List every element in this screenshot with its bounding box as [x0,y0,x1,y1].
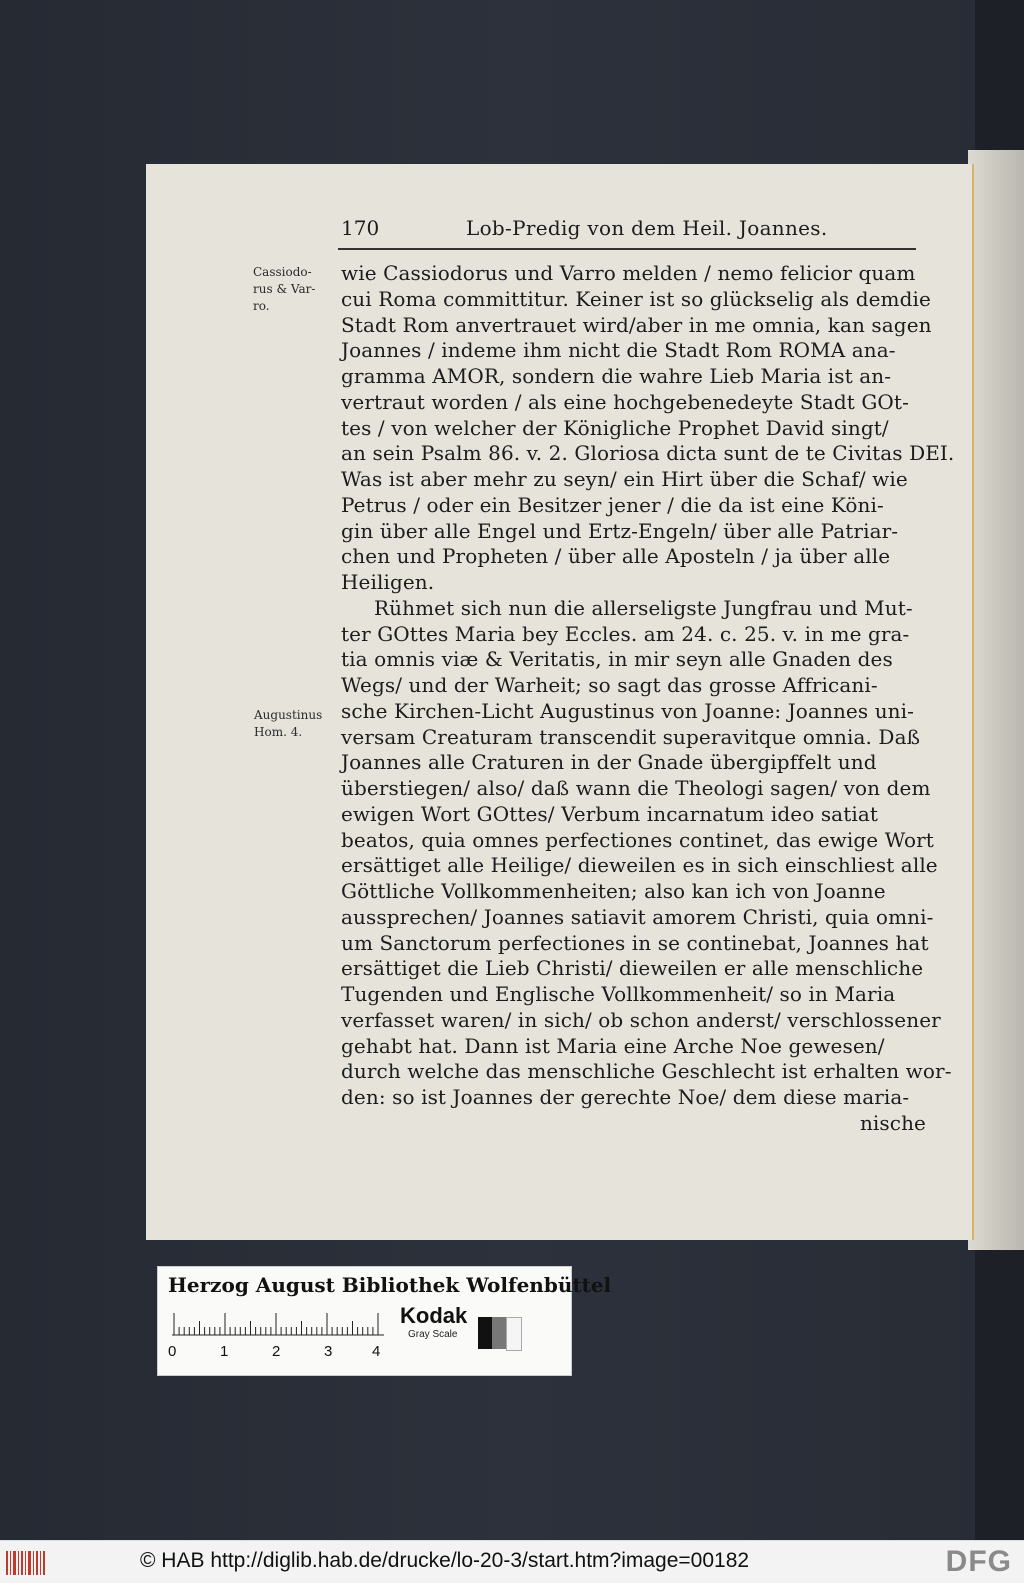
text-line: wie Cassiodorus und Varro melden / nemo felicior quam [341,261,916,285]
ruler-number: 3 [324,1343,333,1360]
text-line: Tugenden und Englische Vollkommenheit/ so in Maria [341,982,896,1006]
ruler-number: 4 [372,1343,381,1360]
margin-note-line: rus & Var- [253,282,316,296]
text-line: an sein Psalm 86. v. 2. Gloriosa dicta sunt de te Civitas DEI. [341,441,955,466]
margin-note-line: Augustinus [254,708,323,722]
text-line: durch welche das menschliche Geschlecht ist erhalten wor- [341,1059,952,1084]
gray-swatch-black [478,1317,492,1349]
text-line: Stadt Rom anvertrauet wird/aber in me omnia, kan sagen [341,312,932,337]
text-line: ersättiget die Lieb Christi/ dieweilen er alle menschliche [341,956,924,981]
library-name: Herzog August Bibliothek Wolfenbüttel [168,1273,612,1297]
ruler-scale [172,1307,384,1337]
dfg-logo: DFG [945,1545,1012,1578]
gray-swatch-gray [492,1317,506,1349]
text-line: tia omnis viæ & Veritatis, in mir seyn alle Gnaden des [341,647,893,672]
text-line: chen und Propheten / über alle Aposteln / ja über alle [341,544,891,569]
margin-note-cassiodorus [253,264,315,315]
gray-scale-label: Gray Scale [408,1329,458,1340]
text-line: beatos, quia omnes perfectiones continet, das ewige Wort [341,827,934,852]
text-line: cui Roma committitur. Keiner ist so glückselig als demdie [341,286,931,311]
margin-note-line: ro. [253,299,270,313]
text-line: tes / von welcher der Königliche Prophet David singt/ [341,415,889,440]
page-number: 170 [341,216,380,240]
text-line: ter GOttes Maria bey Eccles. am 24. c. 25. v. in me gra- [341,621,910,646]
text-line: vertraut worden / als eine hochgebenedeyte Stadt GOt- [341,389,909,414]
gray-swatch-white [506,1317,522,1351]
text-line: Petrus / oder ein Besitzer jener / die da ist eine Köni- [341,492,884,517]
ruler-number: 1 [220,1343,229,1360]
copyright-link[interactable]: © HAB http://diglib.hab.de/drucke/lo-20-3/start.htm?image=00182 [140,1549,750,1572]
book-page [146,164,974,1240]
running-header [341,216,916,246]
text-line: Wegs/ und der Warheit; so sagt das grosse Affricani- [341,673,878,697]
text-line: um Sanctorum perfectiones in se continebat, Joannes hat [341,930,929,955]
text-line: Rühmet sich nun die allerseligste Jungfrau und Mut- [374,595,913,620]
text-line: Was ist aber mehr zu seyn/ ein Hirt über die Schaf/ wie [341,467,908,491]
text-line: den: so ist Joannes der gerechte Noe/ dem diese maria- [341,1085,910,1109]
library-scale-card [157,1266,612,1376]
text-line: überstiegen/ also/ daß wann die Theologi sagen/ von dem [341,776,931,800]
text-line: ersättiget alle Heilige/ dieweilen es in sich einschliest alle [341,853,938,878]
text-line: Joannes alle Craturen in der Gnade übergipffelt und [341,750,877,775]
kodak-logo: Kodak [400,1303,468,1328]
ruler-number: 0 [168,1343,177,1360]
margin-note-line: Hom. 4. [254,725,303,739]
text-line: sche Kirchen-Licht Augustinus von Joanne: Joannes uni- [341,698,915,723]
text-line: aussprechen/ Joannes satiavit amorem Christi, quia omni- [341,904,934,929]
text-line: ewigen Wort GOttes/ Verbum incarnatum ideo satiat [341,801,878,826]
margin-note-line: Cassiodo- [253,265,312,279]
running-title: Lob-Predig von dem Heil. Joannes. [466,216,828,240]
margin-note-augustinus [254,707,322,741]
text-line: Joannes / indeme ihm nicht die Stadt Rom ROMA ana- [341,338,896,363]
text-line: Heiligen. [341,570,435,594]
text-line: gramma AMOR, sondern die wahre Lieb Maria ist an- [341,364,892,388]
barcode-icon [6,1551,46,1575]
header-rule [338,248,916,250]
text-line: gehabt hat. Dann ist Maria eine Arche Noe gewesen/ [341,1033,885,1058]
text-line: nische [859,1110,926,1135]
facing-page-edge [968,150,1024,1250]
text-line: versam Creaturam transcendit superavitque omnia. Daß [341,724,921,749]
text-line: gin über alle Engel und Ertz-Engeln/ über alle Patriar- [341,518,899,543]
text-line: verfasset waren/ in sich/ ob schon anderst/ verschlossener [341,1007,941,1032]
text-line: Göttliche Vollkommenheiten; also kan ich von Joanne [341,879,886,903]
ruler-number: 2 [272,1343,281,1360]
footer-bar [0,1540,1024,1583]
